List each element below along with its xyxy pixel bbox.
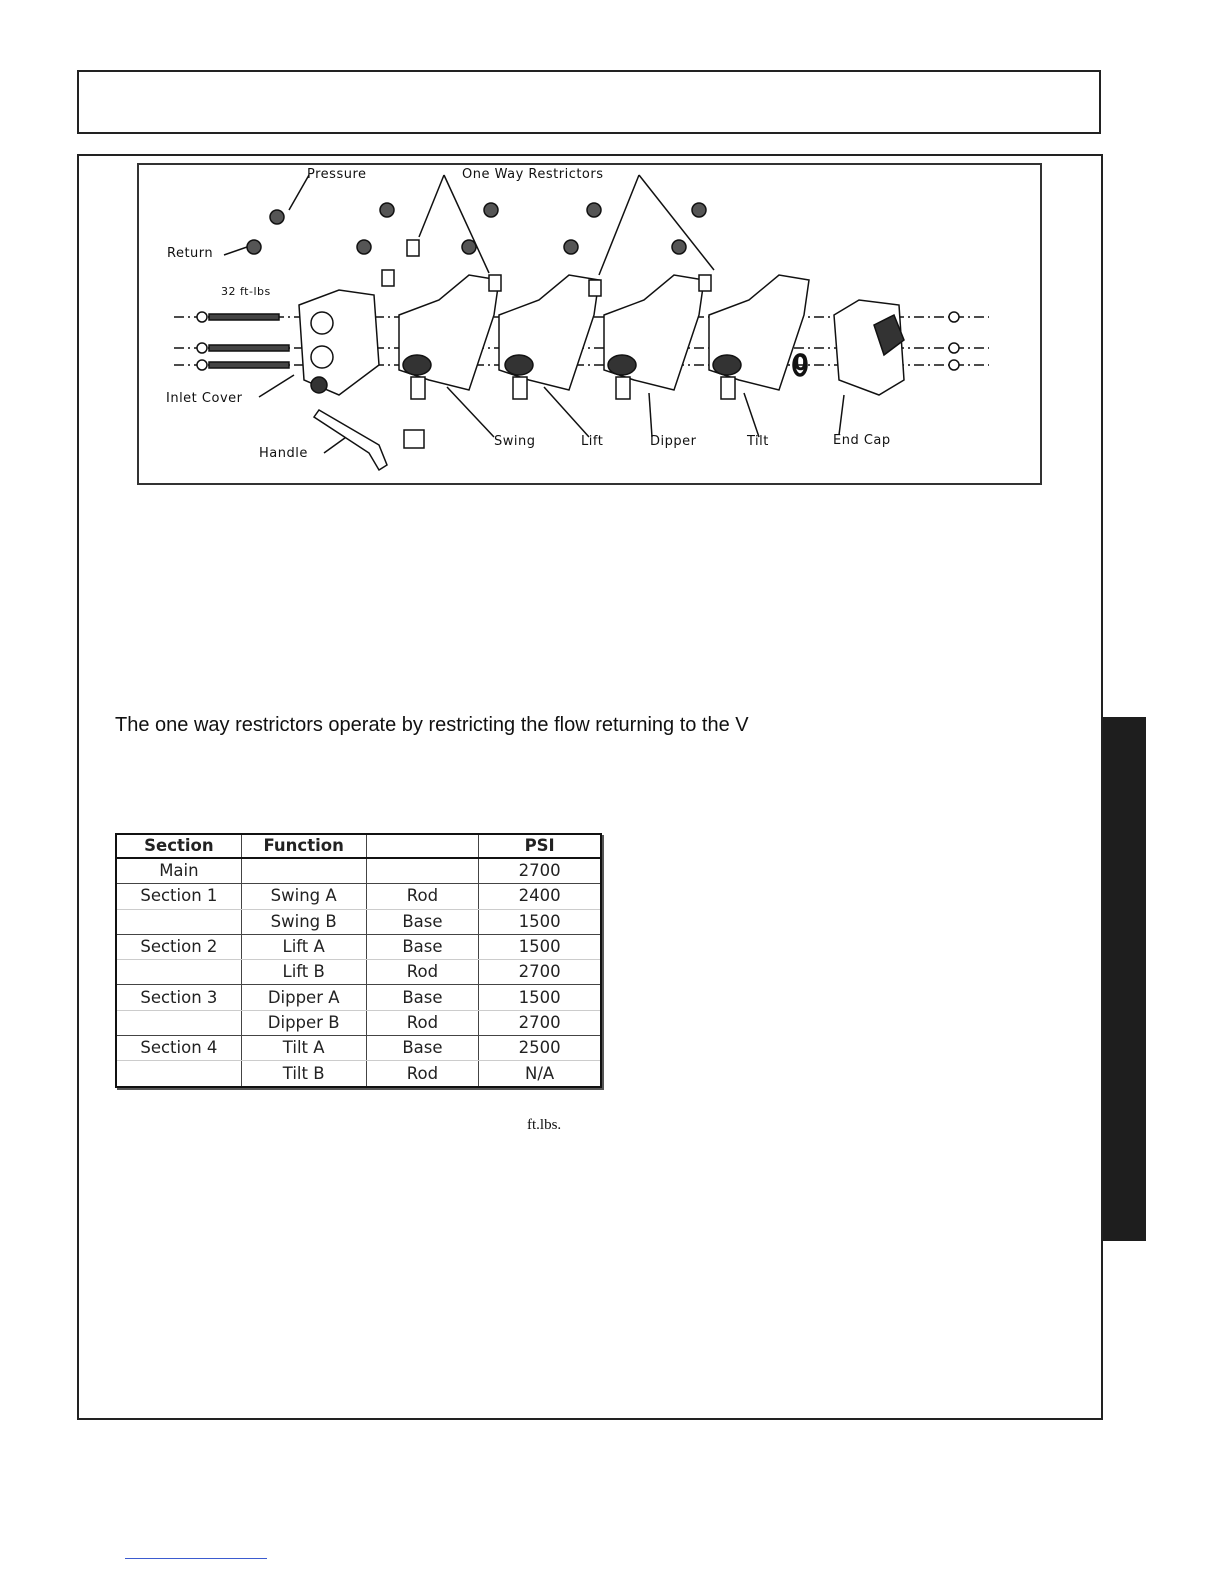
header-psi: PSI	[479, 834, 601, 858]
table-row	[116, 884, 601, 909]
table-row	[116, 1061, 601, 1087]
cell-psi: 2500	[479, 1036, 601, 1061]
label-return: Return	[167, 246, 214, 261]
cell-side: Rod	[366, 1061, 479, 1087]
label-inlet-cover: Inlet Cover	[166, 391, 243, 406]
table-row	[116, 909, 601, 934]
table-row	[116, 960, 601, 985]
cell-side	[366, 858, 479, 884]
label-one-way-restrictors: One Way Restrictors	[462, 167, 604, 182]
cell-psi: 2700	[479, 960, 601, 985]
cell-psi: 2700	[479, 858, 601, 884]
cell-psi: 2400	[479, 884, 601, 909]
cell-section: Section 2	[116, 934, 241, 959]
label-tilt: Tilt	[747, 434, 769, 449]
label-swing: Swing	[494, 434, 536, 449]
label-dipper: Dipper	[650, 434, 697, 449]
cell-function: Swing B	[241, 909, 366, 934]
label-end-cap: End Cap	[833, 433, 891, 448]
cell-function: Tilt B	[241, 1061, 366, 1087]
cell-side: Rod	[366, 1010, 479, 1035]
label-oring: 0	[793, 351, 809, 376]
header-blank	[366, 834, 479, 858]
valve-exploded-diagram	[137, 163, 1042, 485]
cell-function: Dipper B	[241, 1010, 366, 1035]
cell-psi: 1500	[479, 985, 601, 1010]
cell-psi: N/A	[479, 1061, 601, 1087]
cell-side: Rod	[366, 960, 479, 985]
header-section: Section	[116, 834, 241, 858]
label-lift: Lift	[581, 434, 604, 449]
table-row	[116, 934, 601, 959]
label-torque: 32 ft-lbs	[221, 285, 271, 298]
cell-section	[116, 1061, 241, 1087]
cell-section	[116, 909, 241, 934]
cell-side: Base	[366, 909, 479, 934]
footer-link-underline[interactable]	[125, 1558, 267, 1559]
label-pressure: Pressure	[307, 167, 367, 182]
cell-function: Tilt A	[241, 1036, 366, 1061]
cell-function: Swing A	[241, 884, 366, 909]
cell-section: Section 3	[116, 985, 241, 1010]
cell-function	[241, 858, 366, 884]
page-header-box	[77, 70, 1101, 134]
table-header-row	[116, 834, 601, 858]
table-row	[116, 1036, 601, 1061]
cell-side: Base	[366, 985, 479, 1010]
cell-psi: 2700	[479, 1010, 601, 1035]
cell-function: Lift B	[241, 960, 366, 985]
cell-psi: 1500	[479, 909, 601, 934]
cell-section: Main	[116, 858, 241, 884]
cell-side: Rod	[366, 884, 479, 909]
restrictor-paragraph: The one way restrictors operate by restricting the flow returning to the V	[115, 714, 749, 736]
table-row	[116, 858, 601, 884]
cell-function: Lift A	[241, 934, 366, 959]
label-handle: Handle	[259, 446, 308, 461]
table-row	[116, 1010, 601, 1035]
cell-section: Section 1	[116, 884, 241, 909]
cell-section	[116, 960, 241, 985]
cell-side: Base	[366, 934, 479, 959]
cell-section	[116, 1010, 241, 1035]
relief-pressure-table	[115, 833, 602, 1088]
cell-psi: 1500	[479, 934, 601, 959]
cell-function: Dipper A	[241, 985, 366, 1010]
section-side-tab	[1103, 717, 1146, 1241]
cell-section: Section 4	[116, 1036, 241, 1061]
header-function: Function	[241, 834, 366, 858]
cell-side: Base	[366, 1036, 479, 1061]
table-row	[116, 985, 601, 1010]
torque-unit-note: ft.lbs.	[527, 1117, 562, 1133]
